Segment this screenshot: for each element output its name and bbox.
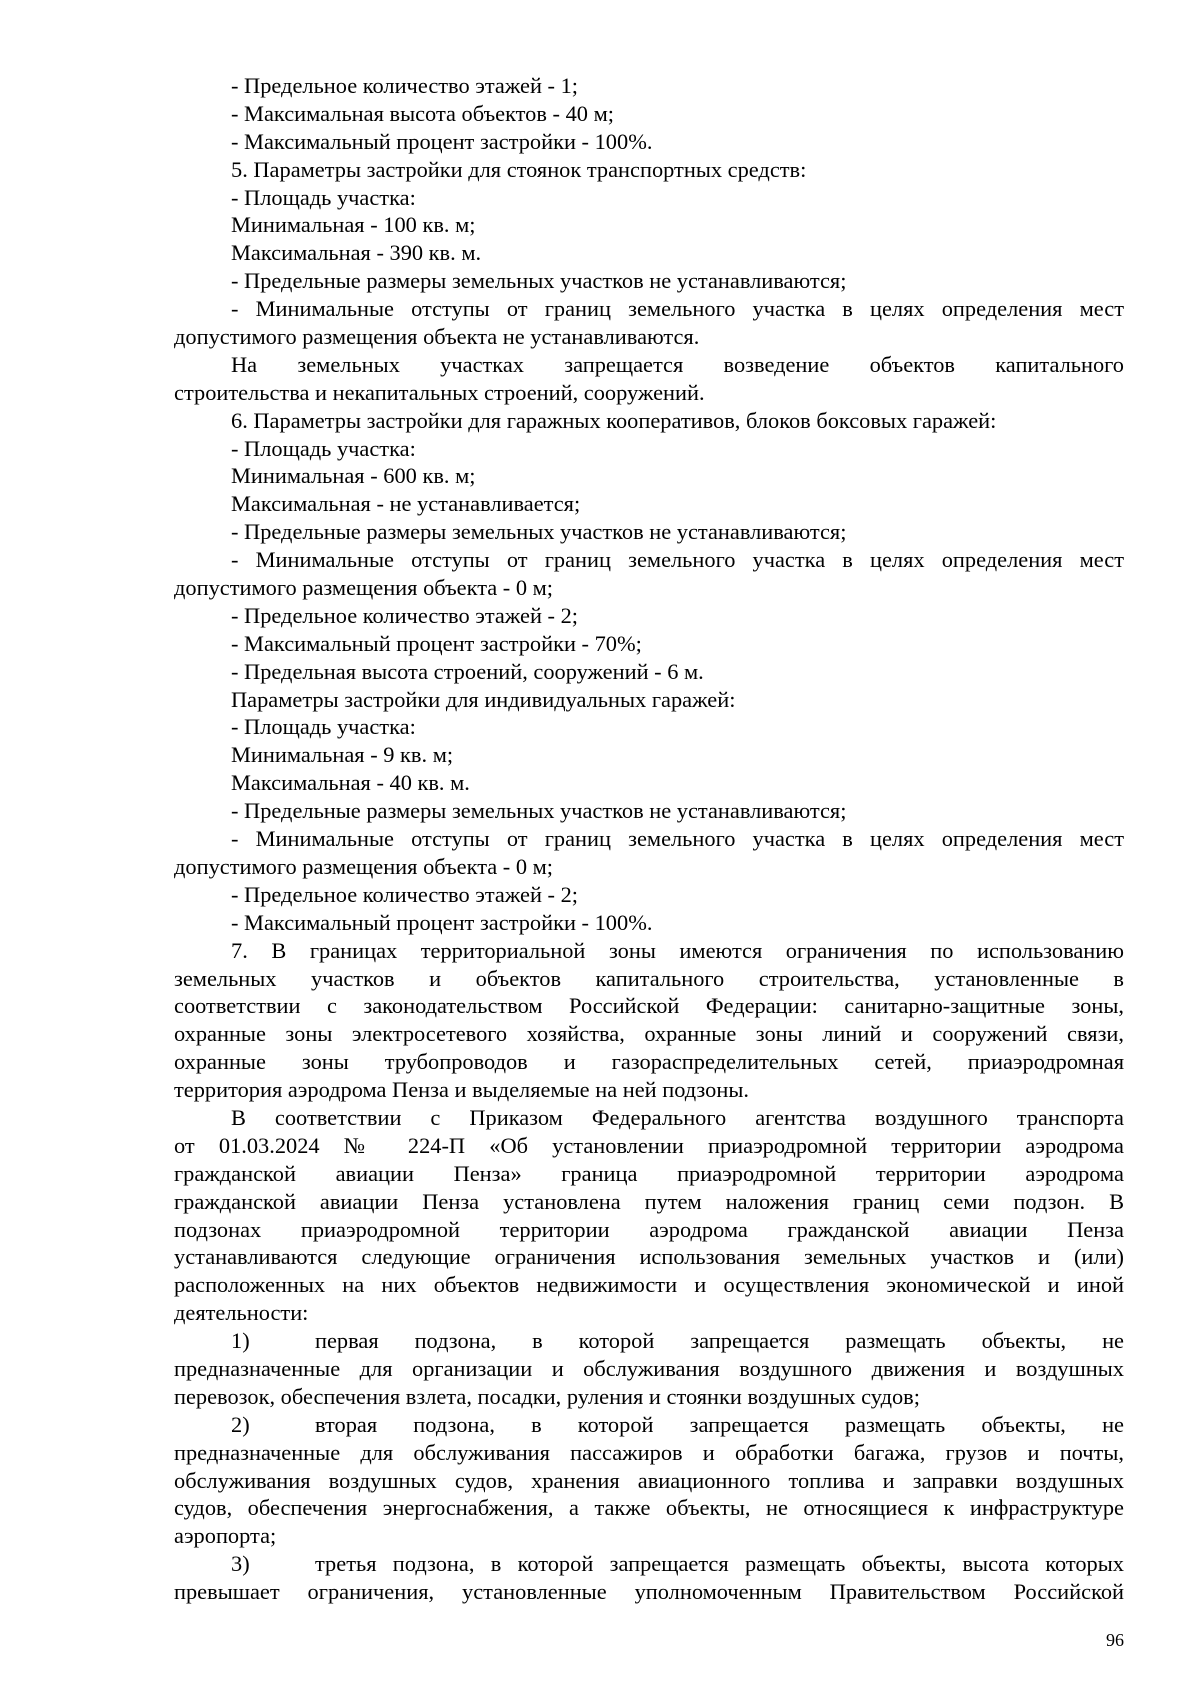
list-number: 2) — [231, 1411, 250, 1437]
text-line: охранные зоны трубопроводов и газораспределительных сетей, приаэродромная — [174, 1049, 1124, 1075]
text-line: - Предельное количество этажей - 2; — [231, 602, 579, 628]
list-number: 3) — [231, 1551, 250, 1577]
text-line: гражданской авиации Пенза» граница приаэродромной территории аэродрома — [174, 1160, 1124, 1186]
text-line: предназначенные для обслуживания пассажиров и обработки багажа, грузов и почты, — [174, 1439, 1124, 1465]
text-line: - Предельное количество этажей - 1; — [231, 73, 579, 98]
text-line: Минимальная - 9 кв. м; — [231, 742, 454, 768]
list-item-line — [174, 1327, 1124, 1355]
text-line: - Площадь участка: — [231, 714, 416, 740]
text-line: Параметры застройки для индивидуальных гаражей: — [231, 686, 736, 712]
text-line: территория аэродрома Пенза и выделяемые на ней подзоны. — [174, 1077, 749, 1103]
text-line: - Минимальные отступы от границ земельного участка в целях определения мест — [231, 826, 1124, 852]
text-line: устанавливаются следующие ограничения использования земельных участков и (или) — [174, 1244, 1124, 1270]
text-line: 7. В границах территориальной зоны имеются ограничения по использованию — [231, 937, 1124, 963]
text-line: - Площадь участка: — [231, 184, 416, 210]
text-line: допустимого размещения объекта не устанавливаются. — [174, 324, 700, 350]
text-line: - Площадь участка: — [231, 435, 416, 461]
page-number: 96 — [1106, 1630, 1124, 1650]
text-line: - Максимальный процент застройки - 100%. — [231, 909, 653, 935]
text-line: - Предельная высота строений, сооружений - 6 м. — [231, 658, 704, 684]
text-line: - Предельное количество этажей - 2; — [231, 881, 579, 907]
text-line: гражданской авиации Пенза установлена путем наложения границ семи подзон. В — [174, 1188, 1124, 1214]
text-line: первая подзона, в которой запрещается размещать объекты, не — [315, 1328, 1124, 1354]
text-line: допустимого размещения объекта - 0 м; — [174, 575, 554, 601]
document-page — [174, 72, 1124, 1606]
text-line: допустимого размещения объекта - 0 м; — [174, 853, 554, 879]
text-line: предназначенные для организации и обслуживания воздушного движения и воздушных — [174, 1355, 1124, 1381]
text-line: превышает ограничения, установленные уполномоченным Правительством Российской — [174, 1579, 1124, 1605]
text-line: перевозок, обеспечения взлета, посадки, руления и стоянки воздушных судов; — [174, 1383, 920, 1409]
text-line: Минимальная - 100 кв. м; — [231, 212, 476, 238]
text-line: строительства и некапитальных строений, сооружений. — [174, 379, 705, 405]
text-line: земельных участков и объектов капитального строительства, установленные в — [174, 965, 1124, 991]
text-line: деятельности: — [174, 1300, 309, 1326]
text-line: аэропорта; — [174, 1523, 277, 1549]
text-line: от 01.03.2024 № 224-П «Об установлении приаэродромной территории аэродрома — [174, 1132, 1124, 1158]
text-line: судов, обеспечения энергоснабжения, а также объекты, не относящиеся к инфраструктуре — [174, 1495, 1124, 1521]
text-line: обслуживания воздушных судов, хранения авиационного топлива и заправки воздушных — [174, 1467, 1124, 1493]
text-line: - Максимальная высота объектов - 40 м; — [231, 100, 614, 126]
text-line: 5. Параметры застройки для стоянок транспортных средств: — [231, 156, 807, 182]
text-line: - Максимальный процент застройки - 70%; — [231, 630, 642, 656]
text-line: Максимальная - 390 кв. м. — [231, 240, 482, 266]
text-line: Максимальная - не устанавливается; — [231, 491, 581, 517]
text-line: 6. Параметры застройки для гаражных кооперативов, блоков боксовых гаражей: — [231, 407, 997, 433]
text-line: подзонах приаэродромной территории аэродрома гражданской авиации Пенза — [174, 1216, 1124, 1242]
list-item-line — [174, 1550, 1124, 1578]
text-line: - Максимальный процент застройки - 100%. — [231, 128, 653, 154]
text-line: охранные зоны электросетевого хозяйства, охранные зоны линий и сооружений связи, — [174, 1021, 1124, 1047]
text-line: - Минимальные отступы от границ земельного участка в целях определения мест — [231, 296, 1124, 322]
text-line: Минимальная - 600 кв. м; — [231, 463, 476, 489]
text-line: Максимальная - 40 кв. м. — [231, 770, 470, 796]
text-line: - Минимальные отступы от границ земельного участка в целях определения мест — [231, 547, 1124, 573]
list-item-line — [174, 1411, 1124, 1439]
text-line: - Предельные размеры земельных участков не устанавливаются; — [231, 798, 847, 824]
text-line: третья подзона, в которой запрещается размещать объекты, высота которых — [315, 1551, 1124, 1577]
text-line: расположенных на них объектов недвижимости и осуществления экономической и иной — [174, 1272, 1124, 1298]
text-line: - Предельные размеры земельных участков не устанавливаются; — [231, 268, 847, 294]
list-number: 1) — [231, 1328, 250, 1354]
text-line: соответствии с законодательством Российской Федерации: санитарно-защитные зоны, — [174, 993, 1124, 1019]
text-line: В соответствии с Приказом Федерального агентства воздушного транспорта — [231, 1104, 1124, 1130]
text-line: вторая подзона, в которой запрещается размещать объекты, не — [315, 1411, 1124, 1437]
text-line: На земельных участках запрещается возведение объектов капитального — [231, 351, 1124, 377]
text-line: - Предельные размеры земельных участков не устанавливаются; — [231, 519, 847, 545]
